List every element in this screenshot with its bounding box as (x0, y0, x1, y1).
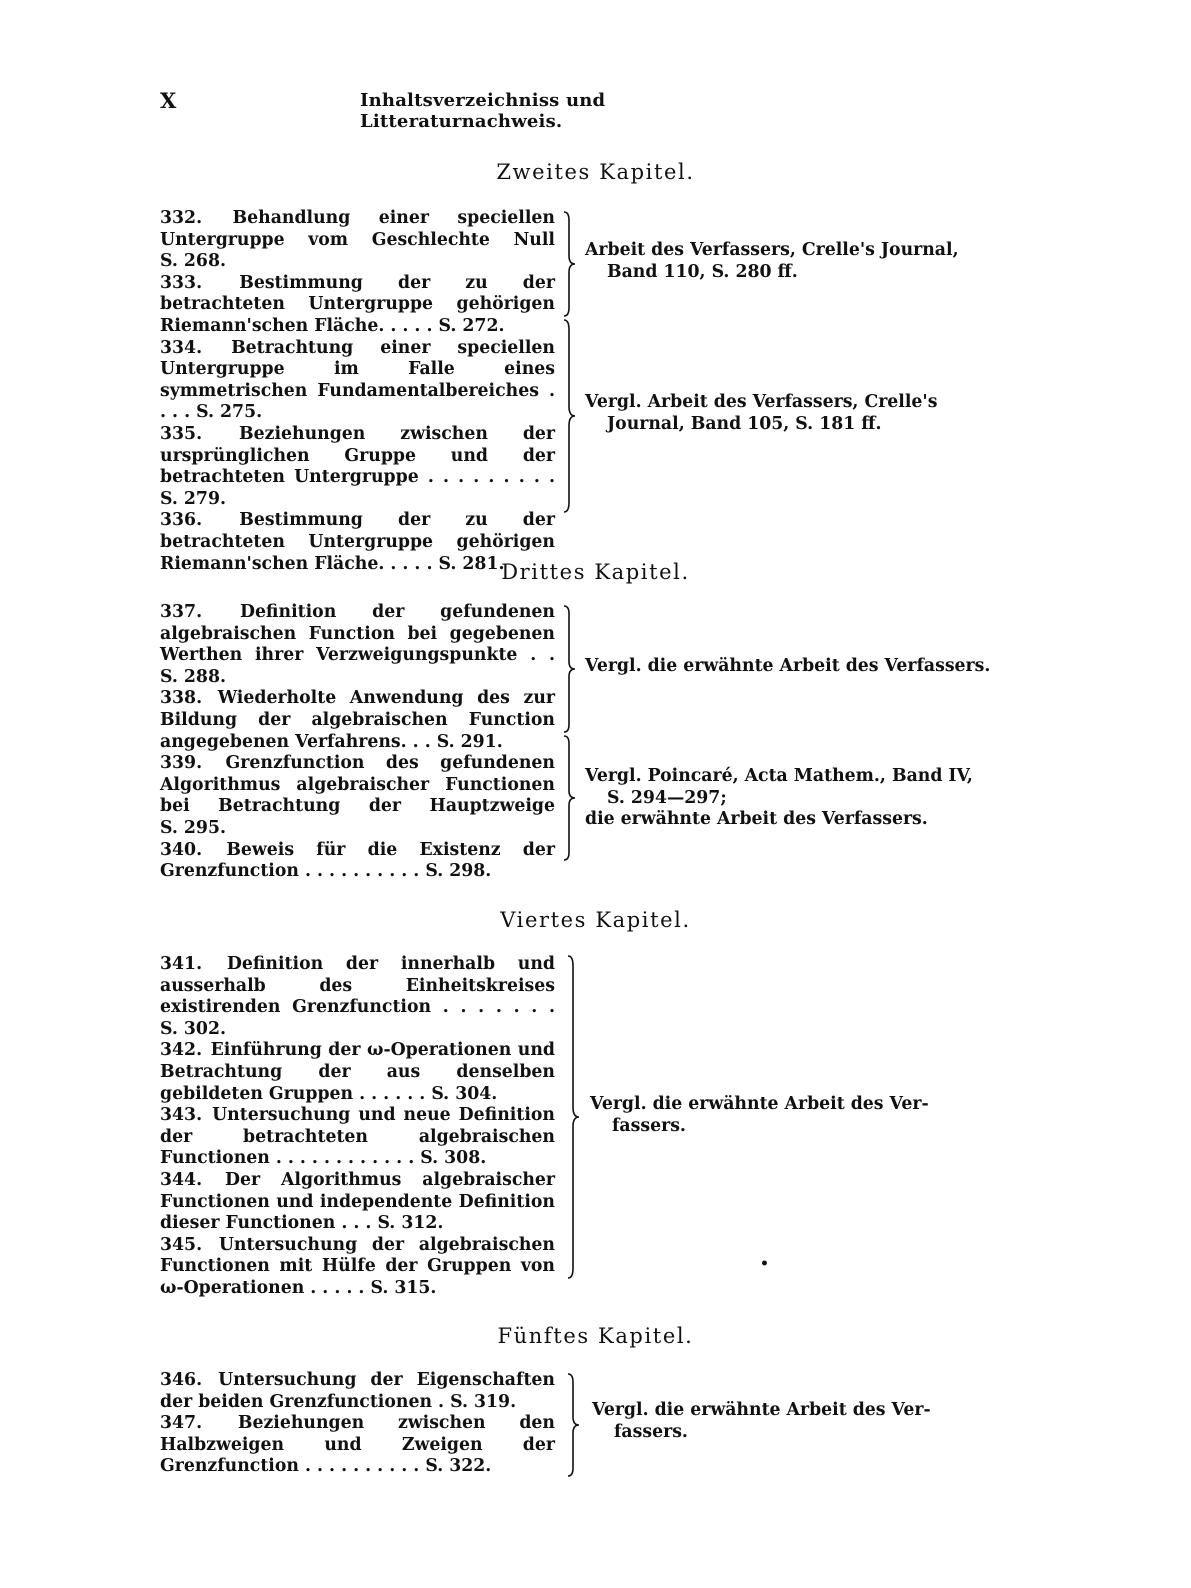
toc-entry: 342. Einführung der ω-Operationen und Betrachtung der aus denselben gebildeten Gruppen . . . . . . S. 304. (160, 1040, 555, 1104)
literature-reference: Vergl. die erwähnte Arbeit des Ver- fassers. (590, 1094, 929, 1136)
toc-entry: 337. Definition der gefundenen algebraischen Function bei gegebenen Werthen ihrer Verzweigungspunkte . . S. 288. (160, 602, 555, 687)
page-number: X (160, 88, 177, 113)
literature-reference: Vergl. Poincaré, Acta Mathem., Band IV, S. 294—297; die erwähnte Arbeit des Verfassers. (585, 766, 973, 830)
literature-reference: Vergl. die erwähnte Arbeit des Verfassers. (585, 656, 991, 676)
toc-entry: 338. Wiederholte Anwendung des zur Bildung der algebraischen Function angegebenen Verfahrens. . . S. 291. (160, 688, 555, 752)
literature-reference: Vergl. die erwähnte Arbeit des Ver- fassers. (592, 1400, 931, 1442)
curly-brace (566, 956, 580, 1278)
toc-entry: 346. Untersuchung der Eigenschaften der beiden Grenzfunctionen . S. 319. (160, 1370, 555, 1412)
toc-entry: 333. Bestimmung der zu der betrachteten Untergruppe gehörigen Riemann'schen Fläche. . . . . S. 272. (160, 272, 555, 336)
curly-brace (562, 212, 576, 316)
stray-mark: • (760, 1256, 769, 1272)
curly-brace (562, 320, 576, 512)
toc-entry: 336. Bestimmung der zu der betrachteten Untergruppe gehörigen Riemann'schen Fläche. . . . . S. 281. (160, 510, 555, 574)
toc-entry: 343. Untersuchung und neue Definition der betrachteten algebraischen Functionen . . . . . . . . . . . . S. 308. (160, 1105, 555, 1169)
toc-entry: 335. Beziehungen zwischen der ursprünglichen Gruppe und der betrachteten Untergruppe . . . . . . . . . S. 279. (160, 423, 555, 509)
chapter-title: Drittes Kapitel. (501, 560, 690, 584)
chapter-title: Viertes Kapitel. (500, 908, 691, 932)
entry-list (160, 1370, 555, 1478)
curly-brace (562, 736, 576, 860)
entry-list (160, 208, 555, 575)
chapter-title: Fünftes Kapitel. (497, 1324, 694, 1348)
literature-reference: Vergl. Arbeit des Verfassers, Crelle's Journal, Band 105, S. 181 ff. (585, 392, 938, 434)
toc-entry: 344. Der Algorithmus algebraischer Functionen und independente Definition dieser Functionen . . . S. 312. (160, 1169, 555, 1234)
entry-list (160, 954, 555, 1300)
toc-entry: 340. Beweis für die Existenz der Grenzfunction . . . . . . . . . . S. 298. (160, 839, 555, 882)
curly-brace (566, 1374, 580, 1476)
entry-list (160, 602, 555, 883)
literature-reference: Arbeit des Verfassers, Crelle's Journal, Band 110, S. 280 ff. (585, 240, 959, 282)
running-head (160, 88, 810, 132)
running-title: Inhaltsverzeichniss und Litteraturnachweis. (360, 90, 606, 132)
toc-entry: 345. Untersuchung der algebraischen Functionen mit Hülfe der Gruppen von ω-Operationen . . . . . S. 315. (160, 1234, 555, 1298)
chapter-title: Zweites Kapitel. (496, 160, 695, 184)
toc-entry: 332. Behandlung einer speciellen Untergruppe vom Geschlechte Null S. 268. (160, 208, 555, 272)
toc-entry: 347. Beziehungen zwischen den Halbzweigen und Zweigen der Grenzfunction . . . . . . . . . . S. 322. (160, 1413, 555, 1477)
toc-entry: 341. Definition der innerhalb und ausserhalb des Einheitskreises existirenden Grenzfunction . . . . . . . S. 302. (160, 954, 555, 1039)
toc-entry: 339. Grenzfunction des gefundenen Algorithmus algebraischer Functionen bei Betrachtung der Hauptzweige S. 295. (160, 753, 555, 838)
curly-brace (562, 606, 576, 732)
toc-entry: 334. Betrachtung einer speciellen Untergruppe im Falle eines symmetrischen Fundamentalbereiches . . . . S. 275. (160, 337, 555, 423)
